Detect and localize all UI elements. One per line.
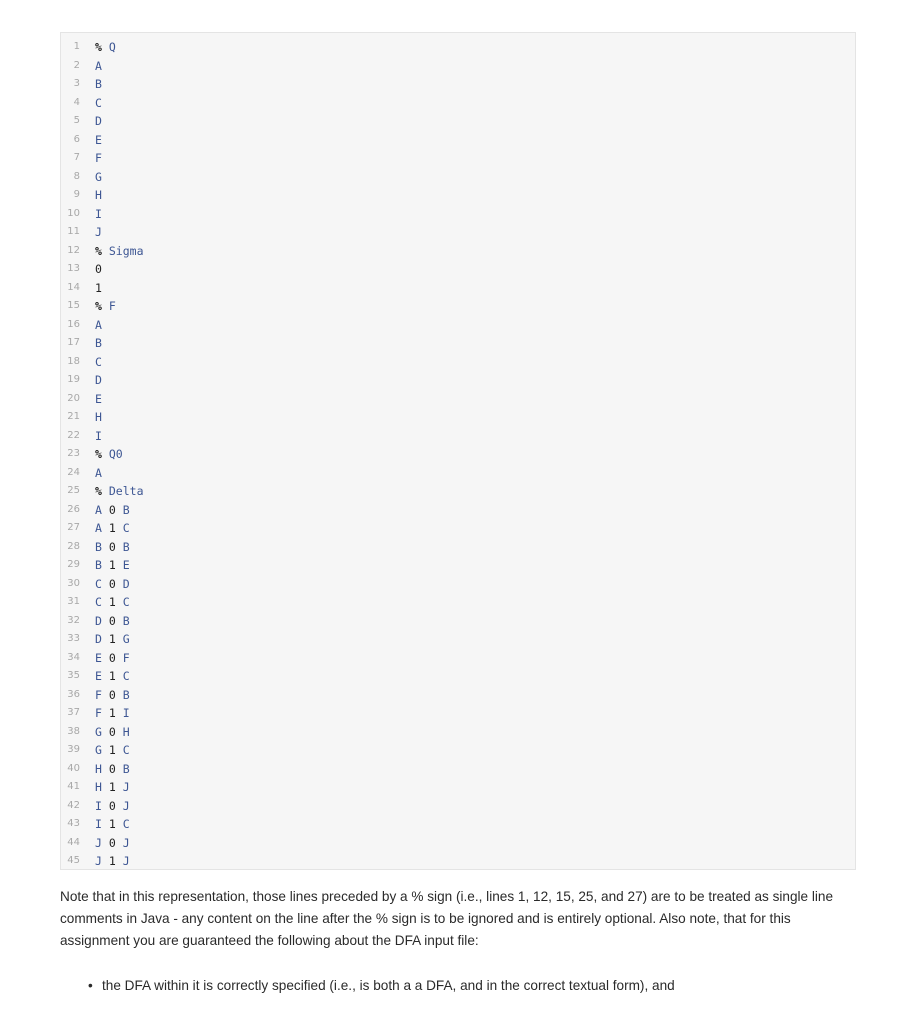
line-text: G 1 C bbox=[95, 743, 130, 757]
code-line bbox=[61, 797, 855, 816]
code-line bbox=[61, 279, 855, 298]
line-number: 45 bbox=[67, 855, 80, 866]
line-text: C bbox=[95, 354, 102, 369]
line-text: A 0 B bbox=[95, 502, 130, 517]
line-text: D 1 G bbox=[95, 632, 130, 646]
line-text: F 1 I bbox=[95, 706, 130, 720]
code-line bbox=[61, 149, 855, 168]
line-text: I 1 C bbox=[95, 817, 130, 831]
list-item-text: the DFA within it is correctly specified (i.e., is both a a DFA, and in the correct textual form), and bbox=[102, 978, 675, 993]
code-line bbox=[61, 316, 855, 335]
line-number: 13 bbox=[67, 263, 80, 274]
code-line bbox=[61, 852, 855, 871]
line-text: E 0 F bbox=[95, 650, 130, 665]
line-text: H 0 B bbox=[95, 761, 130, 776]
line-number: 39 bbox=[67, 744, 80, 755]
line-number: 41 bbox=[67, 781, 80, 792]
line-text: A bbox=[95, 465, 102, 480]
line-number: 19 bbox=[67, 374, 80, 385]
code-line bbox=[61, 649, 855, 668]
code-line bbox=[61, 38, 855, 57]
line-number: 21 bbox=[67, 411, 80, 422]
line-number: 3 bbox=[73, 78, 80, 89]
code-line bbox=[61, 760, 855, 779]
code-line bbox=[61, 223, 855, 242]
line-number: 10 bbox=[67, 207, 80, 219]
line-number: 9 bbox=[73, 189, 80, 200]
code-line bbox=[61, 168, 855, 187]
line-number: 16 bbox=[67, 318, 80, 330]
line-number: 20 bbox=[67, 392, 80, 404]
line-number: 2 bbox=[73, 59, 80, 71]
code-line bbox=[61, 112, 855, 131]
code-line bbox=[61, 501, 855, 520]
line-text: D 0 B bbox=[95, 613, 130, 628]
line-text: H bbox=[95, 188, 102, 202]
line-text: I bbox=[95, 206, 102, 221]
line-number: 35 bbox=[67, 670, 80, 681]
line-text: B 1 E bbox=[95, 558, 130, 572]
line-number: 36 bbox=[67, 688, 80, 700]
code-line bbox=[61, 57, 855, 76]
line-text: F bbox=[95, 151, 102, 165]
line-number: 29 bbox=[67, 559, 80, 570]
code-line bbox=[61, 94, 855, 113]
line-text: D bbox=[95, 114, 102, 128]
line-number: 7 bbox=[73, 152, 80, 163]
code-line bbox=[61, 630, 855, 649]
line-text: E bbox=[95, 132, 102, 147]
line-text: J 0 J bbox=[95, 835, 130, 850]
code-line bbox=[61, 575, 855, 594]
bullet-dot: • bbox=[88, 978, 93, 993]
code-line bbox=[61, 538, 855, 557]
line-number: 14 bbox=[67, 281, 80, 293]
line-text: C 0 D bbox=[95, 576, 130, 591]
line-text: I bbox=[95, 428, 102, 443]
line-number: 1 bbox=[73, 41, 80, 52]
line-text: A bbox=[95, 317, 102, 332]
line-number: 27 bbox=[67, 522, 80, 533]
line-number: 28 bbox=[67, 540, 80, 552]
line-text: % Sigma bbox=[95, 243, 144, 258]
line-number: 38 bbox=[67, 725, 80, 737]
line-number: 26 bbox=[67, 503, 80, 515]
line-text: G bbox=[95, 169, 102, 184]
line-text: I 0 J bbox=[95, 798, 130, 813]
code-line bbox=[61, 445, 855, 464]
code-line bbox=[61, 815, 855, 834]
code-line bbox=[61, 612, 855, 631]
line-text: C bbox=[95, 95, 102, 110]
code-line bbox=[61, 519, 855, 538]
line-text: J 1 J bbox=[95, 854, 130, 868]
line-text: % Delta bbox=[95, 484, 144, 498]
line-number: 23 bbox=[67, 448, 80, 459]
code-line bbox=[61, 464, 855, 483]
line-number: 8 bbox=[73, 170, 80, 182]
code-line bbox=[61, 334, 855, 353]
code-line bbox=[61, 704, 855, 723]
code-lines bbox=[61, 38, 855, 871]
code-line bbox=[61, 186, 855, 205]
line-text: 1 bbox=[95, 280, 102, 295]
line-number: 18 bbox=[67, 355, 80, 367]
line-number: 12 bbox=[67, 244, 80, 256]
line-text: D bbox=[95, 373, 102, 387]
line-text: B 0 B bbox=[95, 539, 130, 554]
line-number: 17 bbox=[67, 337, 80, 348]
code-line bbox=[61, 834, 855, 853]
code-line bbox=[61, 260, 855, 279]
line-text: C 1 C bbox=[95, 595, 130, 609]
code-line bbox=[61, 371, 855, 390]
code-line bbox=[61, 390, 855, 409]
line-number: 6 bbox=[73, 133, 80, 145]
line-number: 24 bbox=[67, 466, 80, 478]
line-number: 32 bbox=[67, 614, 80, 626]
code-line bbox=[61, 593, 855, 612]
line-text: B bbox=[95, 77, 102, 91]
code-line bbox=[61, 723, 855, 742]
code-line bbox=[61, 353, 855, 372]
guarantee-list bbox=[88, 975, 868, 997]
code-line bbox=[61, 741, 855, 760]
code-line bbox=[61, 205, 855, 224]
line-text: G 0 H bbox=[95, 724, 130, 739]
line-text: E 1 C bbox=[95, 669, 130, 683]
code-line bbox=[61, 556, 855, 575]
line-number: 30 bbox=[67, 577, 80, 589]
code-line bbox=[61, 242, 855, 261]
line-number: 42 bbox=[67, 799, 80, 811]
code-line bbox=[61, 408, 855, 427]
line-number: 22 bbox=[67, 429, 80, 441]
note-paragraph-container bbox=[60, 886, 860, 952]
code-line bbox=[61, 297, 855, 316]
line-text: J bbox=[95, 225, 102, 239]
code-line bbox=[61, 667, 855, 686]
line-number: 34 bbox=[67, 651, 80, 663]
code-line bbox=[61, 75, 855, 94]
line-number: 43 bbox=[67, 818, 80, 829]
line-text: A bbox=[95, 58, 102, 73]
line-number: 33 bbox=[67, 633, 80, 644]
line-text: % Q0 bbox=[95, 447, 123, 461]
code-block bbox=[60, 32, 856, 870]
note-paragraph: Note that in this representation, those lines preceded by a % sign (i.e., lines 1, 12, 15, 25, and 27) are to be treated as single line comments in Java - any content on the line after the % sign is to be ignored and is entirely optional. Also note, that for this assignment you are guaranteed the following about the DFA input file: bbox=[60, 889, 834, 948]
line-number: 5 bbox=[73, 115, 80, 126]
line-text: % Q bbox=[95, 40, 116, 54]
line-number: 37 bbox=[67, 707, 80, 718]
line-text: A 1 C bbox=[95, 521, 130, 535]
line-number: 4 bbox=[73, 96, 80, 108]
line-number: 15 bbox=[67, 300, 80, 311]
code-line bbox=[61, 482, 855, 501]
line-text: % F bbox=[95, 299, 116, 313]
line-number: 31 bbox=[67, 596, 80, 607]
line-text: F 0 B bbox=[95, 687, 130, 702]
line-text: H bbox=[95, 410, 102, 424]
code-line bbox=[61, 427, 855, 446]
line-text: E bbox=[95, 391, 102, 406]
line-text: 0 bbox=[95, 262, 102, 276]
line-number: 11 bbox=[67, 226, 80, 237]
code-line bbox=[61, 778, 855, 797]
code-line bbox=[61, 131, 855, 150]
line-number: 44 bbox=[67, 836, 80, 848]
line-number: 40 bbox=[67, 762, 80, 774]
line-text: H 1 J bbox=[95, 780, 130, 794]
list-item bbox=[88, 975, 868, 997]
line-text: B bbox=[95, 336, 102, 350]
line-number: 25 bbox=[67, 485, 80, 496]
code-line bbox=[61, 686, 855, 705]
